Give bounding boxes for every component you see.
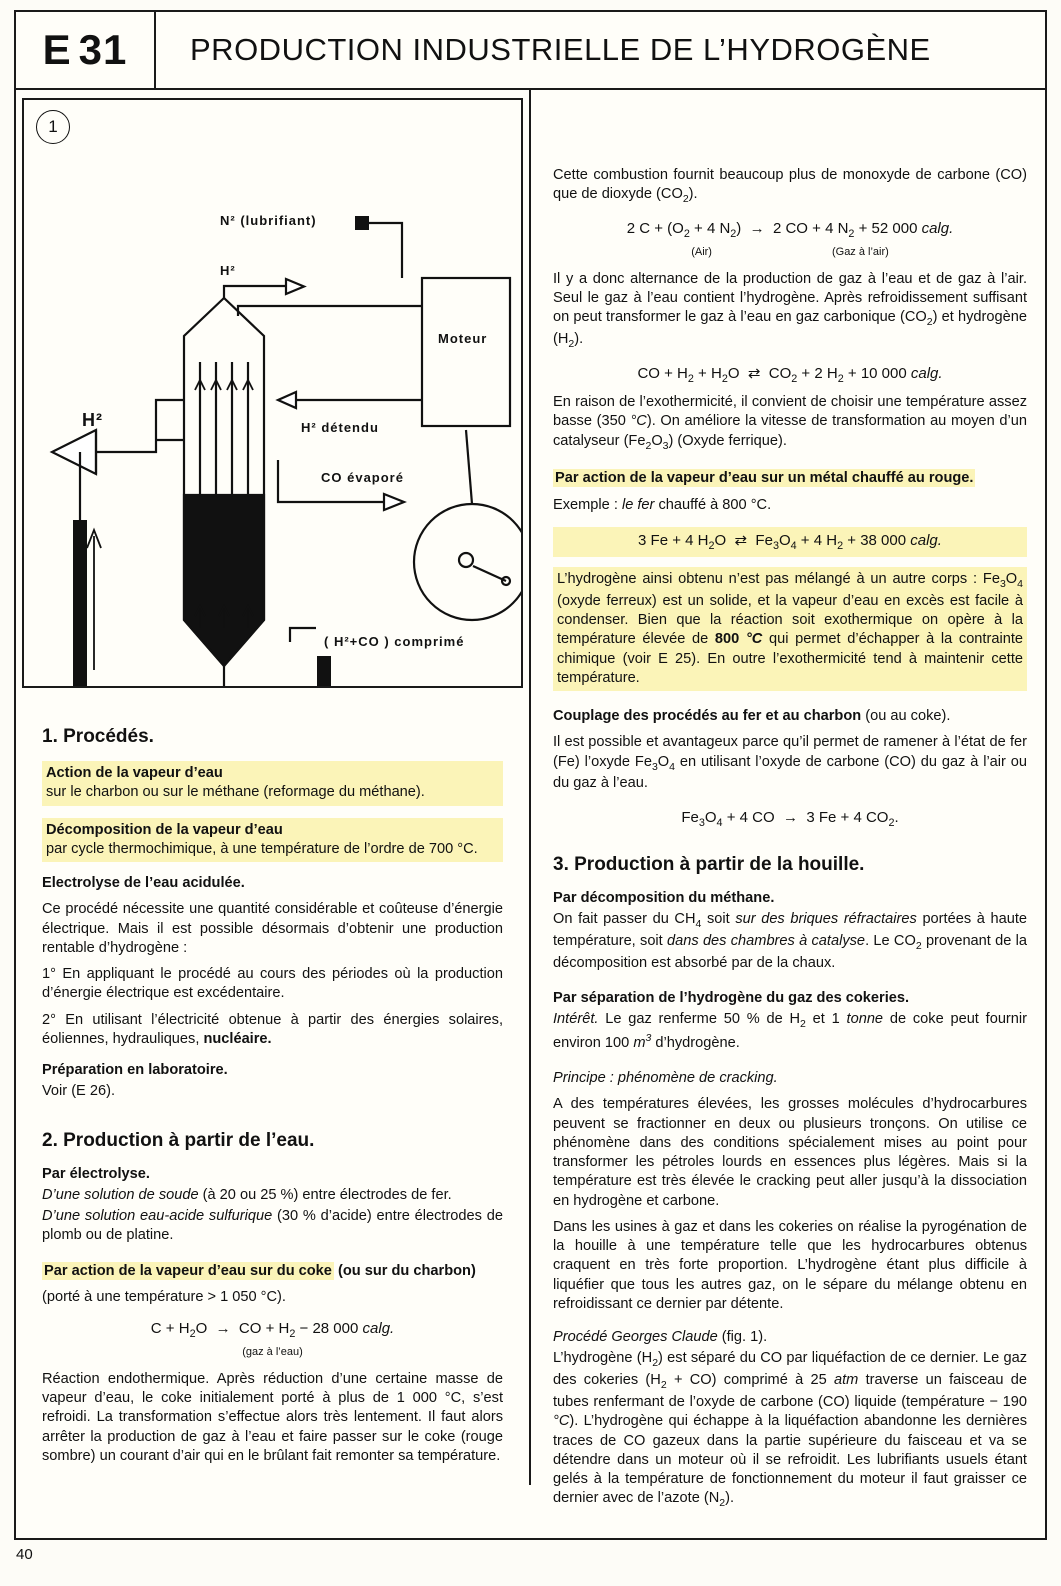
equation-gaz-a-leau-note: (gaz à l’eau) [242, 1346, 303, 1359]
heading-section-3: 3. Production à partir de la houille. [553, 853, 865, 875]
figure-label-n2-lubrifiant: N² (lubrifiant) [220, 213, 317, 228]
text-action-vapeur: sur le charbon ou sur le méthane (reformage du méthane). [46, 784, 425, 801]
equation-conversion-co: CO + $H_2 + H_2O$ ⇄ $CO_2 + 2$ $H_2 + 10$ 000 calg. [637, 364, 943, 385]
text-hydrogene-obtenu: L’hydrogène ainsi obtenu n’est pas mélangé à un autre corps : $Fe_3O_4$ (oxyde ferreux) est un solide, et la vapeur d’eau en excès est facile à condenser. Bien que la réaction soit exothermique on opère à la température élevée de 800 °C qui permet d’échapper à la contrainte chimique (voir E 25). En outre l’exothermicité tend à maintenir cette température. [557, 571, 1023, 686]
heading-action-vapeur: Action de la vapeur d’eau [46, 765, 223, 782]
text-reaction-endothermique: Réaction endothermique. Après réduction d’une certaine masse de vapeur d’eau, le coke initialement porté à plus de 1 000 °C, s’est refroidi. La transformation s’effectue alors très lentement. Il faut alors arrêter la production de gaz à l’eau et faire passer sur le coke (rouge sombre) un courant d’air qui en le brûlant fait remonter sa température. [42, 1370, 503, 1464]
text-exothermicite-catalyseur: En raison de l’exothermicité, il convient de choisir une température assez basse (350 °C). On améliore la vitesse de transformation au moyen d’un catalyseur $(Fe_2O_3)$ (Oxyde ferrique). [553, 394, 1027, 452]
text-preparation-labo: Voir (E 26). [42, 1083, 115, 1100]
text-solution-soude [42, 1186, 503, 1205]
text-cracking: A des températures élevées, les grosses molécules d’hydrocarbures peuvent se fractionner en deux ou plusieurs tronçons. On utilise ce phénomène dans des conditions spécialement mises au point pour transformer les pétroles lourds en essences plus légères. Mais si la température est très élevée le cracking peut aller jusqu’à la dissociation en hydrogène et carbone. [553, 1096, 1027, 1209]
figure-number: 1 [36, 110, 70, 144]
heading-action-vapeur-coke [42, 1262, 503, 1281]
equation-reduction-fe3o4: $Fe_3O_4 + 4$ CO → 3 Fe + 4 $CO_2$. [681, 808, 899, 829]
page-number: 40 [16, 1546, 33, 1563]
block-action-vapeur [42, 761, 503, 806]
heading-decomposition-methane: Par décomposition du méthane. [553, 890, 775, 907]
text-electrolyse-item-2-bold: nucléaire. [203, 1030, 272, 1047]
text-exemple-pre: Exemple : [553, 496, 622, 513]
heading-procede-georges-claude-rest: (fig. 1). [717, 1329, 768, 1346]
left-body-text [16, 688, 529, 1483]
figure-label-co-evapore: CO évaporé [321, 470, 404, 485]
text-electrolyse-item-1: 1° En appliquant le procédé au cours des périodes où la production d’énergie électrique est excédentaire. [42, 966, 503, 1002]
figure-1 [22, 98, 523, 688]
text-decomposition-methane: On fait passer du $CH_4$ soit sur des briques réfractaires portées à haute température, soit dans des chambres à catalyse. Le $CO_2$ provenant de la décomposition est absorbé par de la chaux. [553, 911, 1028, 971]
heading-decomposition-vapeur: Décomposition de la vapeur d’eau [46, 821, 283, 838]
heading-principe-cracking [553, 1069, 1027, 1088]
text-electrolyse-acidulee: Ce procédé nécessite une quantité considérable et coûteuse d’énergie électrique. Mais il est possible désormais d’obtenir une production rentable d’hydrogène : [42, 901, 503, 956]
figure-label-h2-left: H² [82, 410, 103, 430]
figure-label-h2-top: H² [220, 263, 236, 278]
equation-combustion-notes [553, 245, 1027, 260]
text-solution-sulfurique-i: D’une solution eau-acide sulfurique [42, 1208, 273, 1225]
figure-label-h2co-comprime: ( H²+CO ) comprimé [324, 634, 465, 649]
heading-couplage [553, 707, 1027, 726]
heading-electrolyse-acidulee: Electrolyse de l’eau acidulée. [42, 875, 245, 892]
page [14, 10, 1047, 1540]
text-solution-soude-i: D’une solution de soude [42, 1186, 199, 1203]
heading-vapeur-metal-rouge [553, 469, 1027, 488]
equation-combustion: 2 $C + (O_2 + 4$ $N_2) \to 2$ CO + 4 $N_2 + 52$ 000 calg. [626, 220, 954, 241]
text-electrolyse-item-2-pre: 2° En utilisant l’électricité obtenue à partir des énergies solaires, éoliennes, hydrauliques, [42, 1011, 503, 1047]
block-decomposition-vapeur [42, 818, 503, 863]
left-column [16, 90, 531, 1485]
figure-label-moteur: Moteur [438, 331, 488, 346]
heading-procede-georges-claude-italic: Procédé Georges Claude [553, 1329, 718, 1346]
text-electrolyse-item-2 [42, 1011, 503, 1050]
page-title: PRODUCTION INDUSTRIELLE DE L’HYDROGÈNE [190, 32, 931, 67]
text-alternance-gaz: Il y a donc alternance de la production de gaz à l’eau et de gaz à l’air. Seul le gaz à l’eau contient l’hydrogène. Après refroidissement suffisant on peut transformer le gaz à l’eau en gaz carbonique $(CO_2)$ et hydrogène $(H_2)$. [553, 270, 1027, 350]
sheet-code-number: 31 [78, 26, 128, 73]
text-interet-cokeries: Intérêt. Le gaz renferme 50 % de $H_2$ et 1 tonne de coke peut fournir environ 100 $m^3$ d’hydrogène. [553, 1011, 1028, 1051]
text-solution-sulfurique-r: (30 % d’acide) entre électrodes de plomb ou de platine. [42, 1208, 503, 1244]
equation-fer-vapeur: 3 Fe + 4 $H_2O$ ⇄ $Fe_3O_4 + 4$ $H_2 + 38$ 000 calg. [553, 527, 1027, 557]
heading-vapeur-metal-rouge-text: Par action de la vapeur d’eau sur un métal chauffé au rouge. [555, 470, 974, 487]
heading-preparation-labo: Préparation en laboratoire. [42, 1062, 228, 1079]
text-interet-label: Intérêt. [553, 1011, 599, 1028]
heading-action-vapeur-coke-rest: (ou sur du charbon) [333, 1262, 476, 1279]
block-hydrogene-obtenu [553, 567, 1027, 691]
heading-section-2: 2. Production à partir de l’eau. [42, 1129, 315, 1151]
sheet-code-letter: E [42, 26, 72, 73]
page-header [16, 12, 1045, 90]
figure-label-h2-detendu: H² détendu [301, 420, 379, 435]
heading-section-1: 1. Procédés. [42, 726, 154, 747]
note-gaz-air: (Gaz à l’air) [831, 246, 889, 259]
heading-par-electrolyse: Par électrolyse. [42, 1165, 150, 1182]
heading-separation-cokeries: Par séparation de l’hydrogène du gaz des cokeries. [553, 990, 910, 1007]
equation-gaz-a-leau: $C + H_2O$ → CO + $H_2 - 28$ 000 calg. [150, 1320, 395, 1341]
text-exemple-post: chauffé à 800 °C. [654, 496, 772, 513]
text-coke-temperature: (porté à une température > 1 050 °C). [42, 1288, 286, 1305]
sheet-code [16, 12, 156, 88]
right-column [531, 90, 1045, 1510]
figure-1-drawing [24, 100, 523, 686]
text-solution-soude-r: (à 20 ou 25 %) entre électrodes de fer. [198, 1186, 452, 1203]
note-air: (Air) [691, 246, 712, 259]
text-procede-georges-claude: L’hydrogène $(H_2)$ est séparé du CO par liquéfaction de ce dernier. Le gaz des cokeries $(H_2 + CO)$ comprimé à 25 atm traverse un faisceau de tubes renfermant de l’oxyde de carbone (CO) liquide (température − 190 °C). L’hydrogène qui échappe à la liquéfaction abandonne les dernières traces de CO gazeux dans la partie supérieure du faisceau et va se détendre dans un moteur où il se refroidit. Les lubrifiants usuels étant gelés à la température de fonctionnement du moteur il faut graisser ce dernier avec de l’azote $(N_2)$. [553, 1350, 1027, 1510]
text-combustion-co: Cette combustion fournit beaucoup plus de monoxyde de carbone (CO) que de dioxyde $(CO_2)$. [553, 167, 1027, 206]
text-exemple-italic: le fer [621, 496, 655, 513]
heading-principe-cracking-text: Principe : phénomène de cracking. [553, 1070, 778, 1087]
heading-action-vapeur-coke-hl: Par action de la vapeur d’eau sur du coke [44, 1262, 332, 1279]
heading-couplage-bold: Couplage des procédés au fer et au charbon [553, 708, 862, 725]
text-exemple-fer [553, 496, 1027, 515]
content-columns [16, 90, 1045, 1510]
text-decomposition-vapeur: par cycle thermochimique, à une température de l’ordre de 700 °C. [46, 840, 478, 857]
text-couplage: Il est possible et avantageux parce qu’il permet de ramener à l’état de fer (Fe) l’oxyde $Fe_3O_4$ en utilisant l’oxyde de carbone (CO) du gaz à l’air ou du gaz à l’eau. [553, 734, 1027, 792]
heading-procede-georges-claude [553, 1328, 1027, 1347]
text-pyrogenation: Dans les usines à gaz et dans les cokeries on réalise la pyrogénation de la houille à une température telle que les hydrocarbures obtenus craquent en très forte proportion. L’hydrogène étant plus difficile à liquéfier que tous les autres gaz, on le sépare du mélange obtenu en refroidissant ce dernier par détente. [553, 1218, 1027, 1312]
text-solution-sulfurique [42, 1207, 503, 1246]
heading-couplage-rest: (ou au coke). [861, 708, 951, 725]
